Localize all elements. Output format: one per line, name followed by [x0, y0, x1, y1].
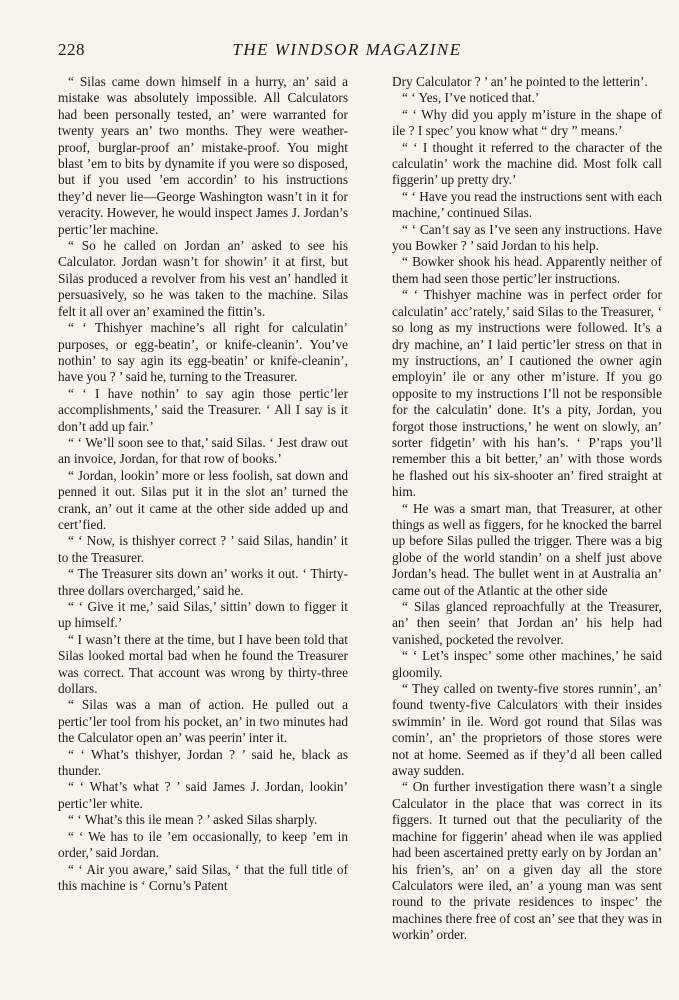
paragraph: “ ‘ Air you aware,’ said Silas, ‘ that the full title of this machine is ‘ Cornu’s Patent — [58, 861, 348, 893]
left-column — [58, 74, 348, 894]
paragraph: “ ‘ Thishyer machine’s all right for calculatin’ purposes, or egg-beatin’, or knife-cleanin’. You’ve nothin’ to say agin its egg-beatin’ or knife-cleanin’, have you ? ’ said he, turning to the Treasurer. — [58, 320, 348, 385]
paragraph: “ ‘ Have you read the instructions sent with each machine,’ continued Silas. — [392, 188, 662, 221]
paragraph: Dry Calculator ? ’ an’ he pointed to the letterin’. — [392, 74, 648, 89]
page-header — [58, 40, 636, 68]
paragraph: “ They called on twenty-five stores runnin’, an’ found twenty-five Calculators with their insides swimmin’ in ile. Word got round that Silas was comin’, an’ the proprietors of those stores were not at home. Seemed as if they’d all been called away sudden. — [392, 681, 662, 779]
paragraph: “ Bowker shook his head. Apparently neither of them had seen those pertic’ler instructions. — [392, 254, 662, 286]
paragraph: “ I wasn’t there at the time, but I have been told that Silas looked mortal bad when he found the Treasurer was correct. That account was wrong by thirty-three dollars. — [58, 631, 348, 697]
paragraph: “ Silas glanced reproachfully at the Treasurer, an’ then seein’ that Jordan an’ his help had vanished, pocketed the revolver. — [392, 599, 662, 647]
paragraph: “ ‘ We’ll soon see to that,’ said Silas. ‘ Jest draw out an invoice, Jordan, for that row of books.’ — [58, 434, 348, 467]
paragraph: “ ‘ What’s this ile mean ? ’ asked Silas sharply. — [68, 812, 318, 828]
paragraph: “ ‘ What’s thishyer, Jordan ? ’ said he, black as thunder. — [58, 746, 348, 779]
paragraph: “ ‘ Now, is thishyer correct ? ’ said Silas, handin’ it to the Treasurer. — [58, 533, 348, 565]
paragraph: “ ‘ Thishyer machine was in perfect order for calculatin’ acc’rately,’ said Silas to the Treasurer, ‘ so long as my instructions were followed. It’s a dry machine, an’ I laid pertic’ler stress on that in my instructions, an’ I cautioned the owner agin employin’ ile or any other m’isture. If you go opposite to my instructions I’ll not be responsible for the calculatin’ done. It’s a pity, Jordan, you forgot those instructions,’ he went on slowly, an’ sorter fidgetin’ with his han’s. ‘ P’raps you’ll remember this a bit better,’ an’ with those words he flashed out his six-shooter an’ fired straight at him. — [392, 287, 662, 500]
paragraph: “ So he called on Jordan an’ asked to see his Calculator. Jordan wasn’t for showin’ it at first, but Silas produced a revolver from his vest an’ handled it persuasively, so he was taken to the machine. Silas felt it all over an’ examined the fittin’s. — [58, 238, 348, 319]
paragraph: “ ‘ Why did you apply m’isture in the shape of ile ? I spec’ you know what “ dry ” means.’ — [392, 106, 662, 139]
paragraph: “ ‘ What’s what ? ’ said James J. Jordan, lookin’ pertic’ler white. — [58, 779, 348, 811]
paragraph: “ He was a smart man, that Treasurer, at other things as well as figgers, for he knocked the barrel up before Silas pulled the trigger. There was a big globe of the world standin’ on a shelf just above Jordan’s head. The bullet went in at Australia an’ came out of the Atlantic at the other side — [392, 500, 662, 598]
paragraph: “ ‘ Can’t say as I’ve seen any instructions. Have you Bowker ? ’ said Jordan to his help. — [392, 221, 662, 254]
paragraph: “ ‘ Give it me,’ said Silas,’ sittin’ down to figger it up himself.’ — [58, 599, 348, 631]
paragraph: “ The Treasurer sits down an’ works it out. ‘ Thirty-three dollars overcharged,’ said he. — [58, 566, 348, 598]
running-title: THE WINDSOR MAGAZINE — [232, 40, 462, 59]
paragraph: “ On further investigation there wasn’t a single Calculator in the place that was correct in its figgers. It turned out that the peculiarity of the machine for figgerin’ ahead when ile was applied had been ascertained pretty early on by Jordan an’ his frien’s, an’ on a given day all the store Calculators were iled, an’ a young man was sent round to the private residences to inspec’ the machines there free of cost an’ see that they was in workin’ order. — [392, 779, 663, 943]
paragraph: “ ‘ I thought it referred to the character of the calculatin’ work the machine did. Most folk call figgerin’ up pretty dry.’ — [392, 139, 662, 188]
paragraph: “ ‘ Yes, I’ve noticed that.’ — [402, 90, 540, 106]
page-number: 228 — [58, 40, 85, 59]
paragraph: “ Silas was a man of action. He pulled out a pertic’ler tool from his pocket, an’ in two minutes had the Calculator open an’ was peerin’ inter it. — [58, 697, 348, 746]
paragraph: “ ‘ Let’s inspec’ some other machines,’ he said gloomily. — [392, 648, 662, 680]
right-column — [392, 74, 662, 944]
paragraph: “ ‘ I have nothin’ to say agin those pertic’ler accomplishments,’ said the Treasurer. ‘ All I say is it don’t add up fair.’ — [58, 385, 348, 434]
paragraph: “ ‘ We has to ile ’em occasionally, to keep ’em in order,’ said Jordan. — [58, 828, 348, 861]
paragraph: “ Silas came down himself in a hurry, an’ said a mistake was absolutely impossible. All Calculators had been personally tested, an’ were warranted for twenty years an’ two months. They were weather-proof, burglar-proof an’ mistake-proof. You might blast ’em to bits by dynamite if you were so disposed, but if you used ’em accordin’ to his instructions they’d never lie—George Washington wasn’t in it for veracity. However, he would inspect James J. Jordan’s pertic’ler machine. — [58, 74, 348, 237]
paragraph: “ Jordan, lookin’ more or less foolish, sat down and penned it out. Silas put it in the slot an’ turned the crank, an’ out it came at the other side added up and cert’fied. — [58, 467, 348, 532]
